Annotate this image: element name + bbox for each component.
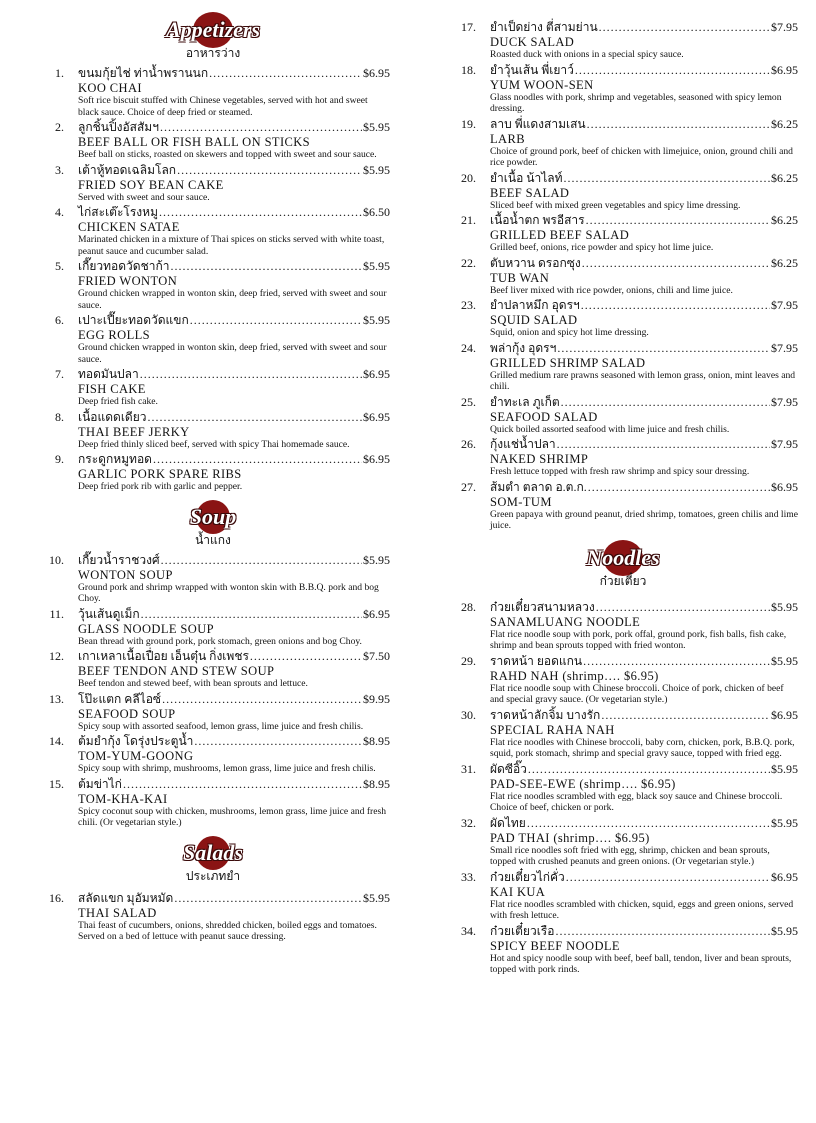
- menu-item: [36, 120, 390, 161]
- item-description: Small rice noodles soft fried with egg, shrimp, chicken and bean sprouts, topped with crushed peanuts and green onions. (Or vegetarian style.): [490, 844, 770, 867]
- appetizers-list: [36, 66, 390, 493]
- item-thai-name: โป๊ะแตก คลีไอซ์: [78, 691, 162, 706]
- menu-item: [448, 117, 798, 169]
- leader-dots: [588, 480, 770, 495]
- leader-dots: [581, 298, 770, 313]
- item-number: 4.: [55, 205, 64, 219]
- item-price: $6.25: [771, 213, 798, 227]
- item-name: SQUID SALAD: [490, 313, 578, 327]
- item-description: Ground chicken wrapped in wonton skin, deep fried, served with sweet and sour sauce.: [78, 288, 387, 311]
- item-description: Ground pork and shrimp wrapped with wonton skin with B.B.Q. pork and bog Choy.: [78, 581, 379, 604]
- leader-dots: [599, 20, 770, 35]
- item-name: CHICKEN SATAE: [78, 220, 180, 234]
- item-description: Bean thread with ground pork, pork stomach, green onions and bog Choy.: [78, 635, 362, 647]
- item-description: Flat rice noodles scrambled with egg, black soy sauce and Chinese broccoli. Choice of beef, chicken or pork.: [490, 790, 783, 813]
- item-price: $5.95: [771, 653, 798, 668]
- menu-item: [448, 256, 798, 297]
- item-description: Beef tendon and stewed beef, with bean sprouts and lettuce.: [78, 678, 308, 689]
- item-name: SEAFOOD SOUP: [78, 706, 176, 721]
- leader-dots: [555, 924, 770, 939]
- leader-dots: [177, 163, 362, 178]
- item-description: Quick boiled assorted seafood with lime juice and fresh chilis.: [490, 423, 730, 435]
- leader-dots: [148, 410, 363, 425]
- leader-dots: [162, 692, 362, 707]
- appetizers-title: Appetizers: [152, 16, 274, 44]
- item-name: FRIED SOY BEAN CAKE: [78, 177, 224, 192]
- menu-item: [36, 313, 390, 365]
- item-name: FRIED WONTON: [78, 274, 178, 288]
- item-thai-name: ก๋วยเตี๋ยวสนามหลวง: [490, 599, 595, 614]
- item-number: 24.: [461, 340, 476, 355]
- leader-dots: [564, 171, 770, 186]
- item-number: 25.: [461, 394, 476, 409]
- item-thai-name: ลูกชิ้นปิ้งอัสสัมฯ: [78, 120, 159, 134]
- item-thai-name: ยำวุ้นเส้น พี่เยาว์: [490, 62, 574, 77]
- menu-item: [448, 213, 798, 254]
- leader-dots: [596, 600, 770, 615]
- soup-thai-title: น้ำแกง: [195, 532, 231, 547]
- item-price: $6.95: [363, 367, 390, 381]
- item-number: 12.: [49, 649, 64, 663]
- menu-item: [448, 816, 798, 868]
- item-name: SOM-TUM: [490, 494, 552, 509]
- item-thai-name: ไก่สะเต๊ะโรงหมู: [78, 205, 158, 219]
- item-thai-name: ยำเนื้อ น้าไลท์: [490, 170, 563, 185]
- left-column: [36, 14, 390, 945]
- item-name: PAD-SEE-EWE (shrimp…. $6.95): [490, 776, 676, 791]
- item-number: 1.: [55, 66, 64, 80]
- item-thai-name: ส้มตำ ตลาด อ.ต.ก.: [490, 479, 587, 494]
- item-number: 32.: [461, 815, 476, 830]
- menu-item: [448, 20, 798, 61]
- item-thai-name: ต้มยำกุ้ง โดรุ่งประตูน้ำ: [78, 734, 194, 748]
- soup-title: Soup: [176, 503, 250, 531]
- item-price: $8.95: [363, 734, 390, 748]
- item-number: 5.: [55, 259, 64, 273]
- item-name: SPECIAL RAHA NAH: [490, 722, 615, 737]
- leader-dots: [583, 654, 770, 669]
- menu-item: [448, 171, 798, 212]
- item-thai-name: ทอดมันปลา: [78, 367, 139, 381]
- salads-title: Salads: [169, 839, 257, 867]
- noodles-thai-title: ก๋วยเตี๋ยว: [599, 573, 647, 588]
- item-description: Flat rice noodles with Chinese broccoli, baby corn, chicken, pork, B.B.Q. pork, squid, pork stomach, shrimp and special gravy sauce, topped with fried egg.: [490, 736, 795, 759]
- item-description: Grilled medium rare prawns seasoned with lemon grass, onion, mint leaves and chili.: [490, 369, 796, 392]
- noodles-header: [448, 544, 798, 588]
- item-description: Hot and spicy noodle soup with beef, beef ball, tendon, liver and bean sprouts, topped with pork rinds.: [490, 952, 792, 975]
- salads-header: [36, 839, 390, 883]
- item-name: THAI SALAD: [78, 905, 157, 920]
- item-name: GRILLED SHRIMP SALAD: [490, 355, 646, 370]
- item-price: $6.95: [363, 606, 390, 621]
- item-thai-name: ผัดซีอิ๊ว: [490, 761, 527, 776]
- menu-item: [448, 341, 798, 393]
- item-number: 27.: [461, 479, 476, 494]
- menu-item: [36, 649, 390, 690]
- item-name: DUCK SALAD: [490, 35, 575, 49]
- item-name: BEEF BALL OR FISH BALL ON STICKS: [78, 135, 311, 149]
- item-price: $5.95: [363, 259, 390, 273]
- item-price: $5.95: [771, 923, 798, 938]
- item-description: Grilled beef, onions, rice powder and spicy hot lime juice.: [490, 242, 714, 253]
- item-price: $8.95: [363, 776, 390, 791]
- soup-list: [36, 553, 390, 829]
- right-column: [448, 20, 798, 978]
- item-name: EGG ROLLS: [78, 328, 151, 342]
- item-number: 31.: [461, 761, 476, 776]
- item-thai-name: กุ้งแช่น้ำปลา: [490, 437, 556, 451]
- menu-item: [36, 66, 390, 118]
- item-thai-name: ต้มข่าไก่: [78, 776, 122, 791]
- item-thai-name: ก๋วยเตี๋ยวไก่คั่ว: [490, 869, 565, 884]
- item-thai-name: ก๋วยเตี๋ยวเรือ: [490, 923, 555, 938]
- menu-item: [36, 259, 390, 311]
- salads-thai-title: ประเภทยำ: [185, 868, 241, 883]
- leader-dots: [209, 66, 362, 81]
- item-number: 21.: [461, 213, 476, 227]
- leader-dots: [174, 891, 362, 906]
- item-thai-name: ราดหน้า ยอดแกน: [490, 653, 583, 668]
- item-description: Spicy soup with shrimp, mushrooms, lemon grass, lime juice and fresh chilis.: [78, 763, 376, 774]
- item-price: $6.25: [771, 170, 798, 185]
- leader-dots: [140, 367, 362, 382]
- item-number: 6.: [55, 313, 64, 327]
- item-price: $6.95: [363, 409, 390, 424]
- item-description: Thai feast of cucumbers, onions, shredded chicken, boiled eggs and tomatoes. Served on a bed of lettuce with peanut sauce dressing.: [78, 919, 377, 942]
- item-number: 8.: [55, 409, 64, 424]
- item-price: $7.95: [771, 394, 798, 409]
- item-description: Deep fried pork rib with garlic and pepper.: [78, 481, 243, 492]
- item-number: 2.: [55, 120, 64, 134]
- item-price: $5.95: [363, 313, 390, 327]
- menu-item: [448, 762, 798, 814]
- item-thai-name: เปาะเปี๊ยะทอดวัดแขก: [78, 313, 189, 327]
- item-thai-name: เนื้อแดดเดียว: [78, 409, 147, 424]
- item-thai-name: เต้าหู้ทอดเฉลิมโลก: [78, 162, 177, 177]
- item-name: TOM-KHA-KAI: [78, 791, 168, 806]
- item-name: SPICY BEEF NOODLE: [490, 938, 620, 953]
- leader-dots: [582, 256, 770, 271]
- leader-dots: [575, 63, 770, 78]
- leader-dots: [160, 120, 362, 135]
- leader-dots: [528, 762, 770, 777]
- menu-item: [36, 553, 390, 605]
- soup-header: [36, 503, 390, 547]
- menu-item: [448, 870, 798, 922]
- item-name: KOO CHAI: [78, 81, 142, 95]
- item-number: 9.: [55, 452, 64, 466]
- item-description: Flat rice noodle soup with Chinese broccoli. Choice of pork, chicken of beef and special gravy sauce. (Or vegetarian style.): [490, 682, 784, 705]
- item-description: Fresh lettuce topped with fresh raw shrimp and spicy sour dressing.: [490, 466, 750, 477]
- item-description: Beef liver mixed with rice powder, onions, chili and lime juice.: [490, 284, 733, 296]
- item-price: $6.95: [771, 62, 798, 77]
- item-name: LARB: [490, 131, 525, 146]
- leader-dots: [159, 205, 362, 220]
- item-name: GARLIC PORK SPARE RIBS: [78, 467, 242, 481]
- leader-dots: [170, 259, 362, 274]
- menu-item: [36, 891, 390, 943]
- item-price: $7.50: [363, 649, 390, 663]
- leader-dots: [601, 708, 770, 723]
- item-name: BEEF TENDON AND STEW SOUP: [78, 664, 275, 678]
- menu-item: [448, 437, 798, 478]
- item-thai-name: ยำปลาหมึก อุดรฯ: [490, 298, 580, 312]
- item-thai-name: ผัดไทย: [490, 815, 526, 830]
- item-price: $5.95: [363, 120, 390, 134]
- item-description: Glass noodles with pork, shrimp and vegetables, seasoned with spicy lemon dressing.: [490, 91, 782, 114]
- item-number: 13.: [49, 691, 64, 706]
- menu-item: [36, 734, 390, 775]
- item-thai-name: ยำทะเล ภูเก็ต: [490, 394, 560, 409]
- menu-item: [448, 298, 798, 339]
- leader-dots: [123, 777, 362, 792]
- item-number: 16.: [49, 890, 64, 905]
- item-price: $5.95: [771, 761, 798, 776]
- item-price: $6.50: [363, 205, 390, 219]
- leader-dots: [557, 437, 770, 452]
- item-description: Flat rice noodles scrambled with chicken, squid, eggs and green onions, served with fresh lettuce.: [490, 898, 794, 921]
- menu-item: [36, 205, 390, 257]
- item-price: $7.95: [771, 340, 798, 355]
- item-description: Marinated chicken in a mixture of Thai spices on sticks served with white toast, peanut sauce and cucumber salad.: [78, 234, 385, 257]
- item-description: Sliced beef with mixed green vegetables and spicy lime dressing.: [490, 199, 741, 211]
- item-name: YUM WOON-SEN: [490, 77, 594, 92]
- menu-item: [36, 410, 390, 451]
- menu-item: [448, 708, 798, 760]
- menu-item: [448, 395, 798, 436]
- item-price: $6.95: [771, 707, 798, 722]
- item-price: $7.95: [771, 437, 798, 451]
- menu-item: [36, 452, 390, 493]
- item-description: Choice of ground pork, beef of chicken with limejuice, onion, ground chili and rice powder.: [490, 145, 793, 168]
- item-thai-name: ยำเป็ดย่าง ตี่สามย่าน: [490, 20, 598, 34]
- item-description: Served with sweet and sour sauce.: [78, 191, 210, 203]
- item-description: Green papaya with ground peanut, dried shrimp, tomatoes, green chilis and lime juice.: [490, 508, 798, 531]
- menu-item: [448, 654, 798, 706]
- menu-item: [448, 600, 798, 652]
- item-name: GLASS NOODLE SOUP: [78, 621, 214, 636]
- menu-item: [36, 607, 390, 648]
- item-thai-name: พล่ากุ้ง อุดรฯ: [490, 340, 557, 355]
- leader-dots: [250, 649, 362, 664]
- item-description: Roasted duck with onions in a special spicy sauce.: [490, 49, 684, 60]
- item-number: 26.: [461, 437, 476, 451]
- item-name: SANAMLUANG NOODLE: [490, 614, 641, 629]
- item-thai-name: วุ้นเส้นดูเม็ก: [78, 606, 140, 621]
- item-name: GRILLED BEEF SALAD: [490, 228, 630, 242]
- item-price: $5.95: [363, 552, 390, 567]
- item-number: 17.: [461, 20, 476, 34]
- item-number: 22.: [461, 255, 476, 270]
- leader-dots: [557, 341, 770, 356]
- menu-item: [448, 63, 798, 115]
- item-description: Flat rice noodle soup with pork, pork offal, ground pork, fish balls, fish cake, shrimp and bean sprouts topped with fried wonton.: [490, 628, 787, 651]
- item-description: Spicy coconut soup with chicken, mushrooms, lemon grass, lime juice and fresh chili. (Or vegetarian style.): [78, 805, 387, 828]
- menu-item: [36, 163, 390, 204]
- noodles-list: [448, 600, 798, 976]
- item-description: Deep fried fish cake.: [78, 396, 158, 407]
- item-thai-name: ตับหวาน ดรอกซุง: [490, 255, 581, 270]
- item-price: $7.95: [771, 298, 798, 312]
- item-description: Squid, onion and spicy hot lime dressing.: [490, 327, 649, 338]
- item-price: $6.95: [363, 66, 390, 80]
- leader-dots: [586, 213, 770, 228]
- item-thai-name: เกี๊ยวน้ำราชวงศ์: [78, 552, 160, 567]
- item-number: 14.: [49, 734, 64, 748]
- appetizers-thai-title: อาหารว่าง: [185, 46, 241, 60]
- item-price: $6.25: [771, 255, 798, 270]
- item-thai-name: เกาเหลาเนื้อเปื่อย เอ็นตุ๋น กิ่งเพชร: [78, 649, 249, 663]
- item-price: $5.95: [771, 599, 798, 614]
- item-price: $7.95: [771, 20, 798, 34]
- item-name: WONTON SOUP: [78, 567, 173, 582]
- item-name: SEAFOOD SALAD: [490, 409, 598, 424]
- item-description: Ground chicken wrapped in wonton skin, deep fried, served with sweet and sour sauce.: [78, 342, 387, 365]
- item-name: KAI KUA: [490, 884, 546, 899]
- item-number: 19.: [461, 116, 476, 131]
- leader-dots: [561, 395, 770, 410]
- menu-item: [448, 480, 798, 532]
- leader-dots: [527, 816, 770, 831]
- item-number: 30.: [461, 707, 476, 722]
- noodles-title: Noodles: [572, 544, 673, 572]
- item-name: RAHD NAH (shrimp…. $6.95): [490, 668, 659, 683]
- menu-item: [36, 367, 390, 408]
- menu-item: [36, 692, 390, 733]
- salads-continued-list: [448, 20, 798, 532]
- item-number: 33.: [461, 869, 476, 884]
- item-price: $9.95: [363, 691, 390, 706]
- item-number: 10.: [49, 552, 64, 567]
- item-price: $5.95: [363, 162, 390, 177]
- leader-dots: [141, 607, 362, 622]
- item-price: $6.95: [771, 479, 798, 494]
- item-description: Beef ball on sticks, roasted on skewers and topped with sweet and sour sauce.: [78, 149, 377, 160]
- item-name: TOM-YUM-GOONG: [78, 749, 194, 763]
- item-number: 28.: [461, 599, 476, 614]
- menu-item: [448, 924, 798, 976]
- item-description: Spicy soup with assorted seafood, lemon grass, lime juice and fresh chilis.: [78, 720, 364, 732]
- item-number: 15.: [49, 776, 64, 791]
- item-name: NAKED SHRIMP: [490, 452, 589, 466]
- item-number: 3.: [55, 162, 64, 177]
- leader-dots: [587, 117, 770, 132]
- item-price: $6.25: [771, 116, 798, 131]
- item-description: Deep fried thinly sliced beef, served with spicy Thai homemade sauce.: [78, 438, 350, 450]
- item-price: $6.95: [771, 869, 798, 884]
- appetizers-header: [36, 16, 390, 60]
- item-price: $5.95: [363, 890, 390, 905]
- leader-dots: [153, 452, 362, 467]
- item-thai-name: ขนมกุ้ยไช่ ท่าน้ำพรานนก: [78, 66, 209, 80]
- salads-list: [36, 891, 390, 943]
- item-number: 34.: [461, 923, 476, 938]
- item-number: 7.: [55, 367, 64, 381]
- item-number: 20.: [461, 170, 476, 185]
- item-name: BEEF SALAD: [490, 185, 570, 200]
- item-number: 29.: [461, 653, 476, 668]
- item-thai-name: ราดหน้าลักจิ้ม บางรัก: [490, 707, 601, 722]
- item-thai-name: เนื้อน้ำตก พรอีสาร: [490, 213, 585, 227]
- leader-dots: [566, 870, 770, 885]
- item-thai-name: กระดูกหมูทอด: [78, 452, 152, 466]
- item-thai-name: ลาบ พี่แดงสามเสน: [490, 116, 586, 131]
- item-name: TUB WAN: [490, 270, 550, 285]
- leader-dots: [194, 734, 362, 749]
- leader-dots: [190, 313, 362, 328]
- menu-item: [36, 777, 390, 829]
- item-name: THAI BEEF JERKY: [78, 424, 190, 439]
- item-name: FISH CAKE: [78, 382, 146, 396]
- item-number: 18.: [461, 62, 476, 77]
- item-thai-name: สลัดแขก มุอัมหมัด: [78, 890, 174, 905]
- item-name: PAD THAI (shrimp…. $6.95): [490, 830, 650, 845]
- leader-dots: [161, 553, 362, 568]
- item-description: Soft rice biscuit stuffed with Chinese vegetables, served with hot and sweet black sauce. Choice of deep fried or steamed.: [78, 95, 368, 118]
- item-thai-name: เกี๊ยวทอดวัดชาก้า: [78, 259, 170, 273]
- item-price: $6.95: [363, 452, 390, 466]
- item-price: $5.95: [771, 815, 798, 830]
- item-number: 11.: [49, 606, 64, 621]
- item-number: 23.: [461, 298, 476, 312]
